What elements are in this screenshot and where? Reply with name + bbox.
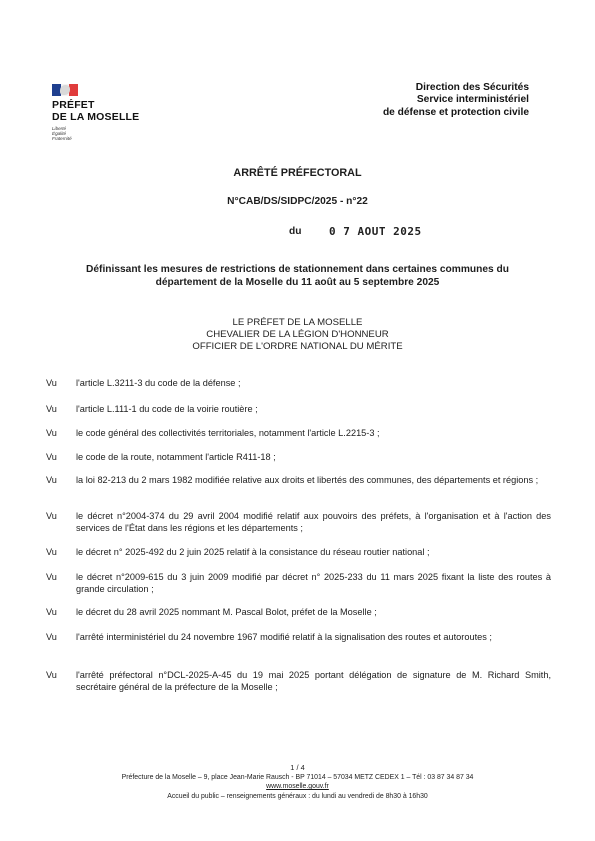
document-object	[0, 264, 595, 289]
vu-label: Vu	[46, 452, 57, 462]
vu-label: Vu	[46, 428, 57, 438]
object-line-2: département de la Moselle du 11 août au 5 septembre 2025	[155, 276, 440, 288]
vu-item	[46, 606, 551, 618]
footer-website-row	[0, 782, 595, 791]
vu-item	[46, 510, 551, 534]
vu-item	[46, 474, 551, 486]
motto-liberte: Liberté	[52, 126, 67, 131]
vu-label: Vu	[46, 378, 57, 388]
vu-item	[46, 631, 551, 643]
vu-label: Vu	[46, 511, 57, 521]
vu-text: le décret du 28 avril 2025 nommant M. Pascal Bolot, préfet de la Moselle ;	[76, 607, 377, 617]
vu-item	[46, 427, 551, 439]
service-line-1: Direction des Sécurités	[415, 82, 529, 93]
footer-hours: Accueil du public – renseignements généraux : du lundi au vendredi de 8h30 à 16h30	[167, 793, 428, 800]
vu-text: le décret n°2004-374 du 29 avril 2004 modifié relatif aux pouvoirs des préfets, à l'organisation et à l'action des services de l'État dans les régions et les départements ;	[76, 511, 551, 534]
vu-label: Vu	[46, 670, 57, 680]
marianne-logo-icon	[52, 84, 78, 96]
republic-motto	[52, 126, 72, 142]
document-title: ARRÊTÉ PRÉFECTORAL	[233, 167, 362, 179]
logo-title-line2: DE LA MOSELLE	[52, 111, 140, 123]
vu-label: Vu	[46, 572, 57, 582]
vu-text: l'arrêté interministériel du 24 novembre 1967 modifié relatif à la signalisation des routes et autoroutes ;	[76, 632, 492, 642]
footer-website-link[interactable]: www.moselle.gouv.fr	[266, 783, 329, 790]
vu-text: le code général des collectivités territoriales, notamment l'article L.2215-3 ;	[76, 428, 380, 438]
vu-label: Vu	[46, 475, 57, 485]
motto-egalite: Égalité	[52, 131, 67, 137]
vu-text: l'article L.3211-3 du code de la défense ;	[76, 378, 241, 388]
vu-item	[46, 377, 551, 389]
vu-item	[46, 403, 551, 415]
vu-label: Vu	[46, 607, 57, 617]
page-number: 1 / 4	[290, 763, 305, 772]
prefet-line-1: LE PRÉFET DE LA MOSELLE	[232, 317, 363, 328]
service-line-3: de défense et protection civile	[382, 106, 529, 118]
date-stamp: 0 7 AOUT 2025	[329, 225, 422, 238]
object-line-1: Définissant les mesures de restrictions de stationnement dans certaines communes du	[86, 264, 509, 275]
vu-text: l'arrêté préfectoral n°DCL-2025-A-45 du 19 mai 2025 portant délégation de signature de M. Richard Smith, secrétaire général de la préfecture de la Moselle ;	[76, 670, 551, 693]
vu-text: le code de la route, notamment l'article R411-18 ;	[76, 452, 276, 462]
vu-text: le décret n°2009-615 du 3 juin 2009 modifié par décret n° 2025-233 du 11 mars 2025 fixant la liste des routes à grande circulation ;	[76, 572, 551, 595]
service-header	[383, 82, 529, 119]
prefet-line-2: CHEVALIER DE LA LÉGION D'HONNEUR	[206, 328, 389, 340]
vu-label: Vu	[46, 404, 57, 414]
vu-item	[46, 451, 551, 463]
prefet-titles	[0, 317, 595, 352]
date-prefix: du	[289, 226, 302, 237]
vu-text: le décret n° 2025-492 du 2 juin 2025 relatif à la consistance du réseau routier national ;	[76, 547, 430, 557]
prefecture-logo-text	[52, 99, 139, 123]
logo-title-line1: PRÉFET	[52, 99, 95, 111]
prefet-line-3: OFFICIER DE L'ORDRE NATIONAL DU MÉRITE	[192, 340, 403, 352]
document-reference: N°CAB/DS/SIDPC/2025 - n°22	[227, 196, 368, 207]
vu-label: Vu	[46, 547, 57, 557]
motto-fraternite: Fraternité	[52, 136, 72, 142]
vu-item	[46, 546, 551, 558]
service-line-2: Service interministériel	[416, 94, 529, 106]
footer-address: Préfecture de la Moselle – 9, place Jean-Marie Rausch - BP 71014 – 57034 METZ CEDEX 1 – Tél : 03 87 34 87 34	[121, 774, 474, 781]
vu-text: la loi 82-213 du 2 mars 1982 modifiée relative aux droits et libertés des communes, des départements et régions ;	[76, 475, 539, 485]
vu-text: l'article L.111-1 du code de la voirie routière ;	[76, 404, 258, 414]
vu-label: Vu	[46, 632, 57, 642]
vu-item	[46, 571, 551, 595]
vu-item	[46, 669, 551, 693]
